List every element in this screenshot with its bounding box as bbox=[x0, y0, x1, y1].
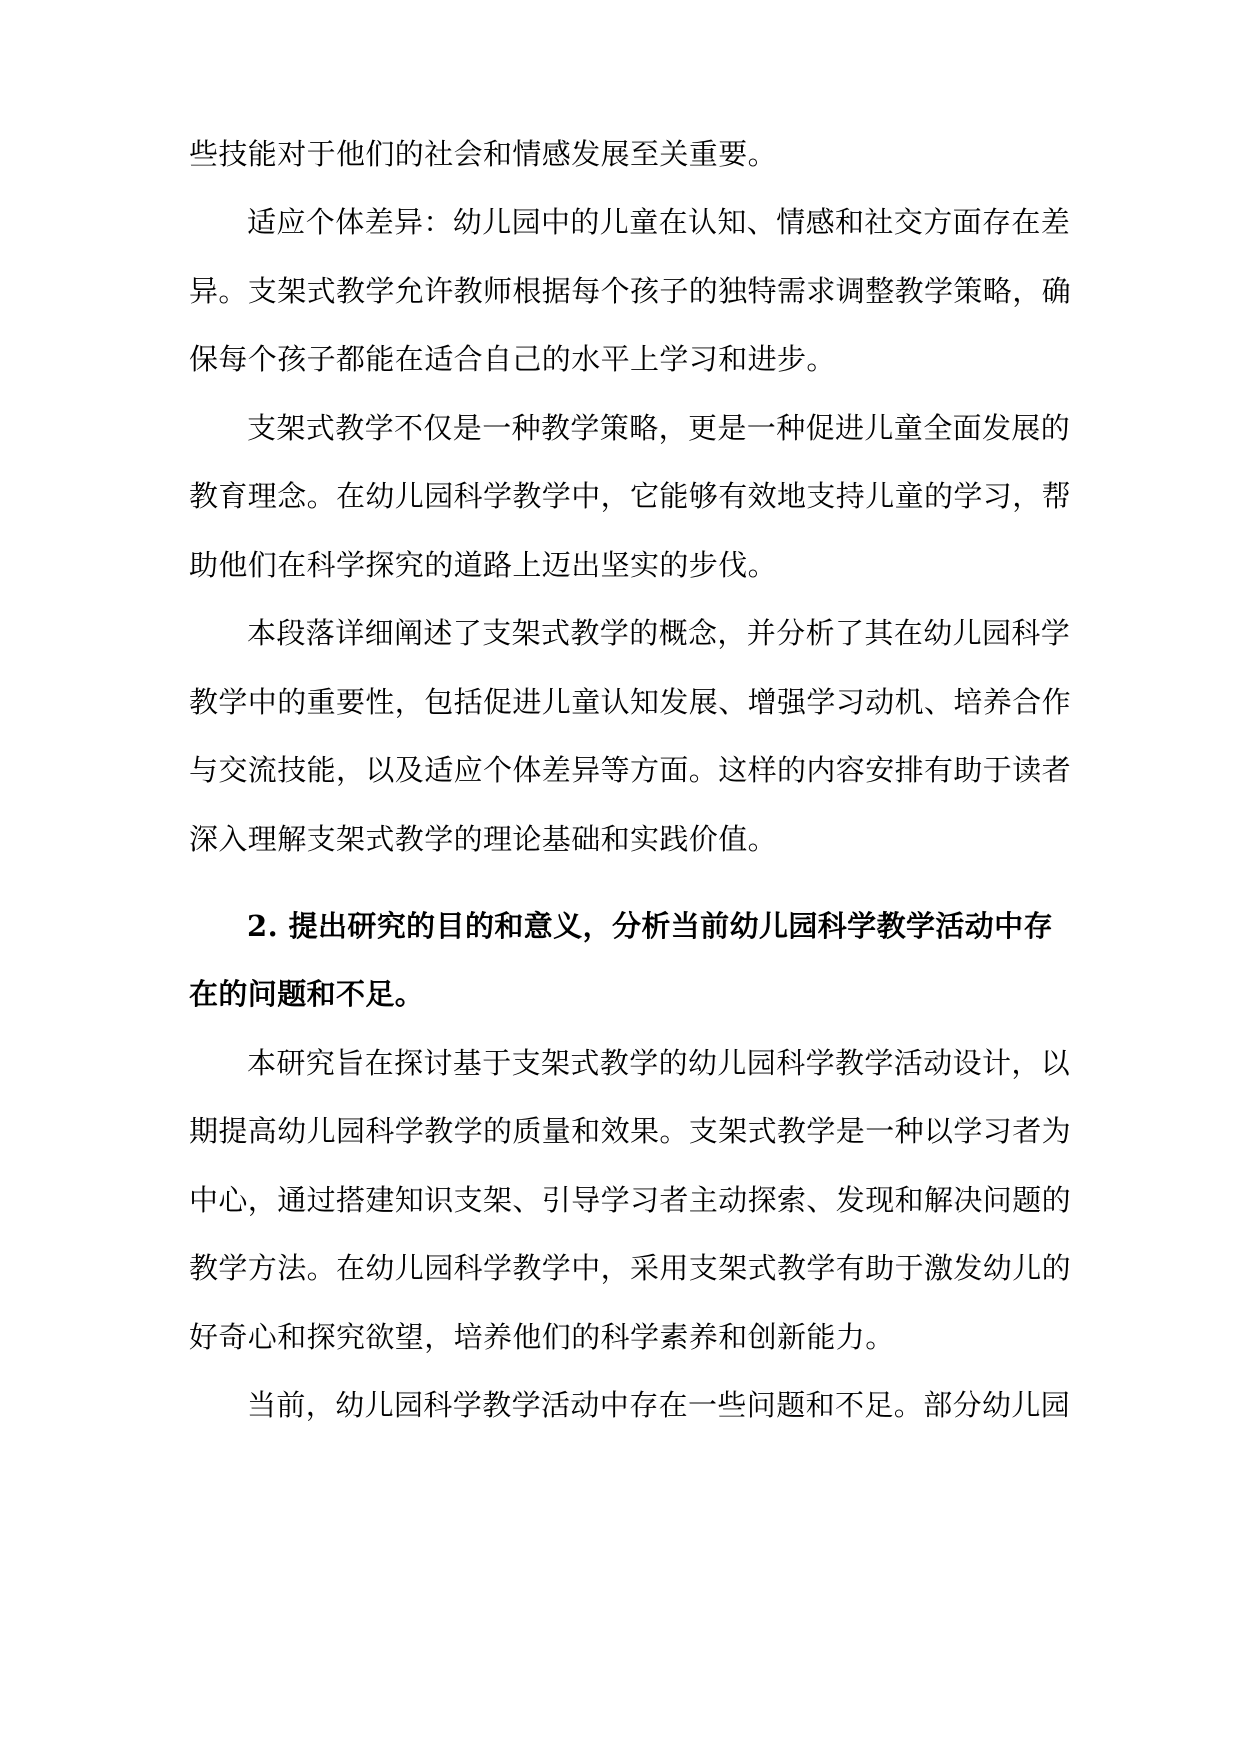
text-line: 异。支架式教学允许教师根据每个孩子的独特需求调整教学策略，确 bbox=[189, 274, 1072, 308]
text-line: 助他们在科学探究的道路上迈出坚实的步伐。 bbox=[189, 548, 778, 582]
text-line: 适应个体差异：幼儿园中的儿童在认知、情感和社交方面存在差 bbox=[247, 205, 1071, 239]
text-line: 本研究旨在探讨基于支架式教学的幼儿园科学教学活动设计，以 bbox=[247, 1046, 1071, 1080]
text-line: 教学方法。在幼儿园科学教学中，采用支架式教学有助于激发幼儿的 bbox=[189, 1251, 1072, 1285]
text-line: 支架式教学不仅是一种教学策略，更是一种促进儿童全面发展的 bbox=[247, 411, 1071, 445]
section-heading: 2. 提出研究的目的和意义，分析当前幼儿园科学教学活动中存 bbox=[247, 909, 1053, 943]
text-line: 深入理解支架式教学的理论基础和实践价值。 bbox=[189, 822, 778, 856]
text-line: 保每个孩子都能在适合自己的水平上学习和进步。 bbox=[189, 342, 836, 376]
section-heading: 在的问题和不足。 bbox=[189, 977, 425, 1011]
text-line: 教育理念。在幼儿园科学教学中，它能够有效地支持儿童的学习，帮 bbox=[189, 479, 1072, 513]
text-line: 好奇心和探究欲望，培养他们的科学素养和创新能力。 bbox=[189, 1320, 895, 1354]
text-line: 中心，通过搭建知识支架、引导学习者主动探索、发现和解决问题的 bbox=[189, 1183, 1072, 1217]
text-line: 教学中的重要性，包括促进儿童认知发展、增强学习动机、培养合作 bbox=[189, 685, 1072, 719]
text-line: 期提高幼儿园科学教学的质量和效果。支架式教学是一种以学习者为 bbox=[189, 1114, 1072, 1148]
text-line: 与交流技能，以及适应个体差异等方面。这样的内容安排有助于读者 bbox=[189, 753, 1072, 787]
text-line: 本段落详细阐述了支架式教学的概念，并分析了其在幼儿园科学 bbox=[247, 616, 1071, 650]
text-line: 些技能对于他们的社会和情感发展至关重要。 bbox=[189, 137, 778, 171]
text-line: 当前，幼儿园科学教学活动中存在一些问题和不足。部分幼儿园 bbox=[247, 1388, 1071, 1422]
